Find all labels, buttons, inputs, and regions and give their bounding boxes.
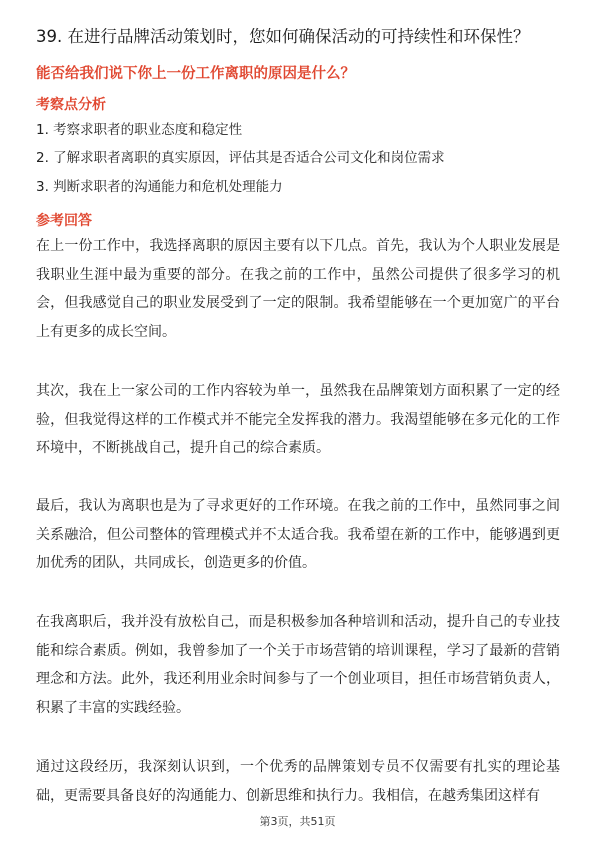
answer-paragraph: 通过这段经历，我深刻认识到，一个优秀的品牌策划专员不仅需要有扎实的理论基础，更需要具备良好的沟通能力、创新思维和执行力。我相信，在越秀集团这样有 bbox=[36, 759, 560, 804]
answer-heading: 参考回答 bbox=[36, 213, 92, 229]
analysis-item: 2. 了解求职者离职的真实原因，评估其是否适合公司文化和岗位需求 bbox=[36, 150, 445, 166]
page-number: 第3页，共51页 bbox=[259, 815, 336, 828]
answer-paragraph: 最后，我认为离职也是为了寻求更好的工作环境。在我之前的工作中，虽然同事之间关系融洽，但公司整体的管理模式并不太适合我。我希望在新的工作中，能够遇到更加优秀的团队，共同成长，创造更多的价值。 bbox=[36, 498, 560, 572]
analysis-item: 3. 判断求职者的沟通能力和危机处理能力 bbox=[36, 179, 283, 195]
analysis-heading: 考察点分析 bbox=[36, 97, 106, 113]
interview-question: 能否给我们说下你上一份工作离职的原因是什么？ bbox=[36, 66, 355, 82]
answer-paragraph: 其次，我在上一家公司的工作内容较为单一，虽然我在品牌策划方面积累了一定的经验，但我觉得这样的工作模式并不能完全发挥我的潜力。我渴望能够在多元化的工作环境中，不断挑战自己，提升自己的综合素质。 bbox=[36, 383, 560, 457]
analysis-item: 1. 考察求职者的职业态度和稳定性 bbox=[36, 122, 243, 138]
page-title: 39. 在进行品牌活动策划时，您如何确保活动的可持续性和环保性？ bbox=[36, 27, 530, 46]
answer-paragraph: 在上一份工作中，我选择离职的原因主要有以下几点。首先，我认为个人职业发展是我职业生涯中最为重要的部分。在我之前的工作中，虽然公司提供了很多学习的机会，但我感觉自己的职业发展受到了一定的限制。我希望能够在一个更加宽广的平台上有更多的成长空间。 bbox=[36, 238, 560, 341]
answer-paragraph: 在我离职后，我并没有放松自己，而是积极参加各种培训和活动，提升自己的专业技能和综合素质。例如，我曾参加了一个关于市场营销的培训课程，学习了最新的营销理念和方法。此外，我还利用业余时间参与了一个创业项目，担任市场营销负责人，积累了丰富的实践经验。 bbox=[36, 614, 560, 717]
